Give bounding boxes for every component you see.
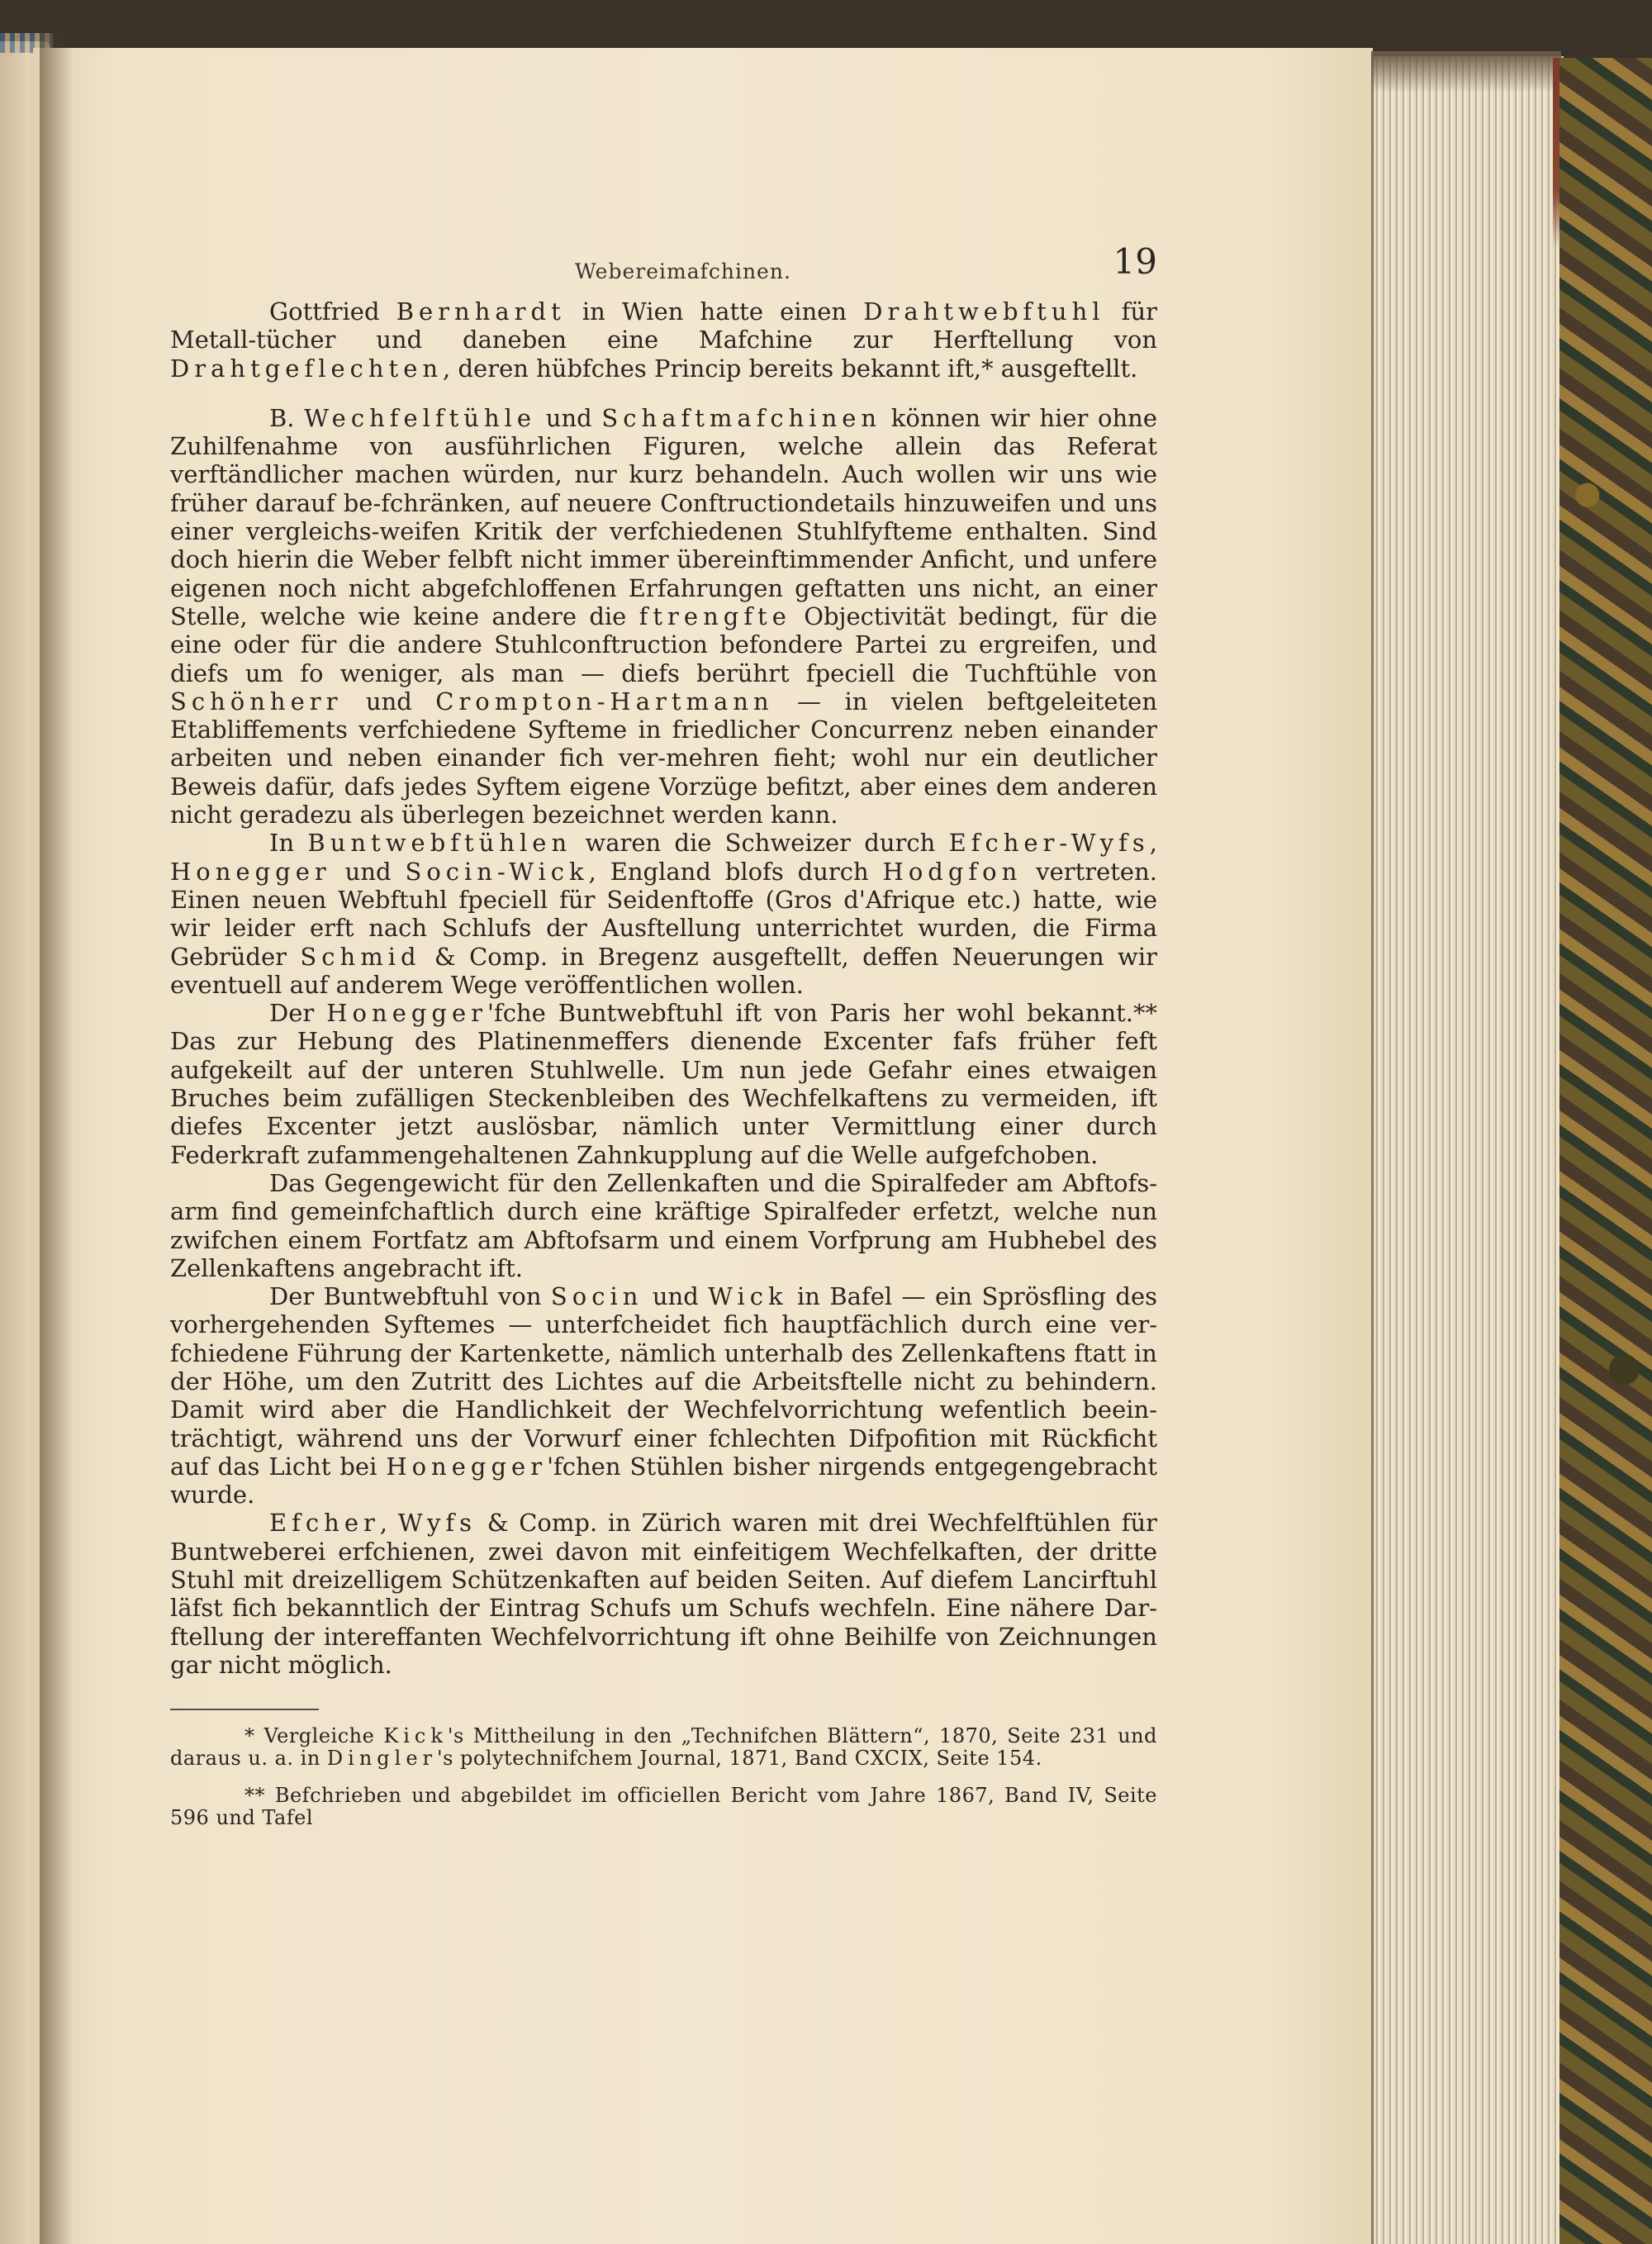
text-run: und [330, 857, 406, 886]
text-run: , England blofs durch [588, 857, 883, 886]
text-run: & Comp. in Zürich waren mit drei Wechfelftühlen für Buntweberei erfchienen, zwei davon mit einfeitigem Wechfelkaften, der dritte Stuhl mit dreizelligem Schützenkaften auf beiden Seiten. Auf diefem Lancirftuhl läfst fich bekanntlich der Eintrag Schufs um Schufs wechfeln. Eine nähere Dar-ftellung der intereffanten Wechfelvorrichtung ift ohne Beihilfe von Zeichnungen gar nicht möglich. [170, 1509, 1157, 1679]
page-edges-shadow [1371, 51, 1561, 93]
marbled-cover [1559, 58, 1652, 2244]
spaced-text: Bernhardt [396, 297, 566, 326]
spaced-text: Drahtwebftuhl [863, 297, 1105, 326]
spaced-text: ftrengfte [638, 601, 791, 630]
text-run: in Wien hatte einen [565, 297, 864, 326]
spaced-text: Schönherr [170, 687, 343, 716]
spaced-text: Wechfelftühle [304, 403, 537, 432]
footnote [170, 1785, 1157, 1829]
spaced-text: Honegger [386, 1452, 548, 1481]
text-run: waren die Schweizer durch [572, 829, 949, 858]
footnote [170, 1725, 1157, 1770]
spaced-text: Efcher-Wyfs [948, 829, 1150, 858]
paragraph [170, 1282, 1157, 1509]
running-head: Webereimafchinen. [575, 259, 791, 283]
page-edges [1371, 56, 1564, 2244]
spaced-text: Honegger [170, 857, 331, 886]
spaced-text: Schmid [300, 942, 421, 971]
spaced-text: Dingler [326, 1747, 437, 1771]
paragraph [170, 829, 1157, 999]
text-block [170, 241, 1158, 1830]
text-run: und [342, 687, 436, 716]
text-run: und [536, 403, 602, 432]
spaced-text: Wick [708, 1282, 788, 1311]
spaced-text: Socin [550, 1282, 643, 1311]
text-run: , [1149, 829, 1158, 858]
spaced-text: Socin-Wick [405, 857, 589, 886]
text-run: für Metall-tücher und daneben eine Mafchine zur Herftellung von [170, 297, 1157, 354]
spaced-text: Schaftmafchinen [601, 403, 882, 432]
text-run: , [379, 1509, 398, 1538]
spaced-text: Efcher [269, 1509, 380, 1538]
paragraph [170, 404, 1157, 829]
text-run: können wir hier ohne Zuhilfenahme von ausführlichen Figuren, welche allein das Referat verftändlicher machen würden, nur kurz behandeln. Auch wollen wir uns wie früher darauf be-fchränken, auf neuere Conftructiondetails hinzuweifen und uns einer vergleichs-weifen Kritik der verfchiedenen Stuhlfyfteme enthalten. Sind doch hierin die Weber felbft nicht immer übereinftimmender Anficht, und unfere eigenen noch nicht abgefchloffenen Erfahrungen geftatten uns nicht, an einer Stelle, welche wie keine andere die [170, 403, 1158, 630]
text-run: B. [269, 403, 305, 432]
page-number: 19 [1113, 241, 1157, 282]
spaced-text: Hodgfon [882, 857, 1023, 886]
paragraph [170, 1169, 1157, 1282]
spaced-text: Wyfs [397, 1509, 477, 1538]
text-run: & Comp. in Bregenz ausgeftellt, deffen Neuerungen wir eventuell auf anderem Wege veröffentlichen wollen. [170, 942, 1157, 999]
text-run: Objectivität bedingt, für die eine oder für die andere Stuhlconftruction befondere Partei zu ergreifen, und diefs um fo weniger, als man — diefs berührt fpeciell die Tuchftühle von [170, 601, 1158, 687]
text-run: In [269, 829, 308, 858]
text-run: 'fchen Stühlen bisher nirgends entgegengebracht wurde. [170, 1452, 1157, 1509]
spaced-text: Drahtgeflechten [170, 354, 444, 383]
page-header [170, 241, 1157, 297]
text-run: * Vergleiche [244, 1724, 384, 1748]
text-run: Das Gegengewicht für den Zellenkaften und die Spiralfeder am Abftofs-arm find gemeinfchaftlich durch eine kräftige Spiralfeder erfetzt, welche nun zwifchen einem Fortfatz am Abftofsarm und einem Vorfprung am Hubhebel des Zellenkaftens angebracht ift. [170, 1168, 1157, 1282]
paragraph [170, 297, 1157, 383]
text-run: ** Befchrieben und abgebildet im officiellen Bericht vom Jahre 1867, Band IV, Seite 596 und Tafel [170, 1784, 1157, 1830]
text-run: Der Buntwebftuhl von [269, 1282, 551, 1311]
spaced-text: Crompton-Hartmann [435, 687, 774, 716]
text-run: Der [269, 999, 327, 1028]
footnote-rule [170, 1709, 319, 1710]
text-run: Gottfried [269, 297, 396, 326]
text-run: 'fche Buntwebftuhl ift von Paris her wohl bekannt.** Das zur Hebung des Platinenmeffers dienende Excenter fafs früher feft aufgekeilt auf der unteren Stuhlwelle. Um nun jede Gefahr eines etwaigen Bruches beim zufälligen Steckenbleiben des Wechfelkaftens zu vermeiden, ift diefes Excenter jetzt auslösbar, nämlich unter Vermittlung einer durch Federkraft zufammengehaltenen Zahnkupplung auf die Welle aufgefchoben. [170, 999, 1157, 1169]
spaced-text: Honegger [326, 999, 488, 1028]
paragraph [170, 1509, 1157, 1679]
text-run: in Bafel — ein Sprösfling des vorhergehenden Syftemes — unterfcheidet fich hauptfächlich durch eine ver-fchiedene Führung der Kartenkette, nämlich unterhalb des Zellenkaftens ftatt in der Höhe, um den Zutritt des Lichtes auf die Arbeitsftelle nicht zu behindern. Damit wird aber die Handlichkeit der Wechfelvorrichtung wefentlich beein-trächtigt, während uns der Vorwurf einer fchlechten Difpofition mit Rückficht auf das Licht bei [170, 1282, 1158, 1481]
spaced-text: Kick [383, 1724, 448, 1748]
text-run: und [643, 1282, 709, 1311]
paragraph [170, 999, 1157, 1169]
text-run: vertreten. Einen neuen Webftuhl fpeciell für Seidenftoffe (Gros d'Afrique etc.) hatte, wie wir leider erft nach Schlufs der Ausftellung unterrichtet wurden, die Firma Gebrüder [170, 857, 1157, 971]
text-run: 's polytechnifchem Journal, 1871, Band CXCIX, Seite 154. [437, 1747, 1042, 1771]
text-run: , deren hübfches Princip bereits bekannt ift,* ausgeftellt. [443, 354, 1138, 383]
spaced-text: Buntwebftühlen [307, 829, 572, 858]
spine-shadow [40, 33, 73, 2244]
text-run: — in vielen beftgeleiteten Etabliffements verfchiedene Syfteme in friedlicher Concurrenz neben einander arbeiten und neben einander fich ver-mehren fieht; wohl nur ein deutlicher Beweis dafür, dafs jedes Syftem eigene Vorzüge befitzt, aber eines dem anderen nicht geradezu als überlegen bezeichnet werden kann. [170, 687, 1158, 830]
text-run: 's Mittheilung in den „Technifchen Blättern“, 1870, Seite 231 und daraus u. a. in [170, 1724, 1157, 1771]
